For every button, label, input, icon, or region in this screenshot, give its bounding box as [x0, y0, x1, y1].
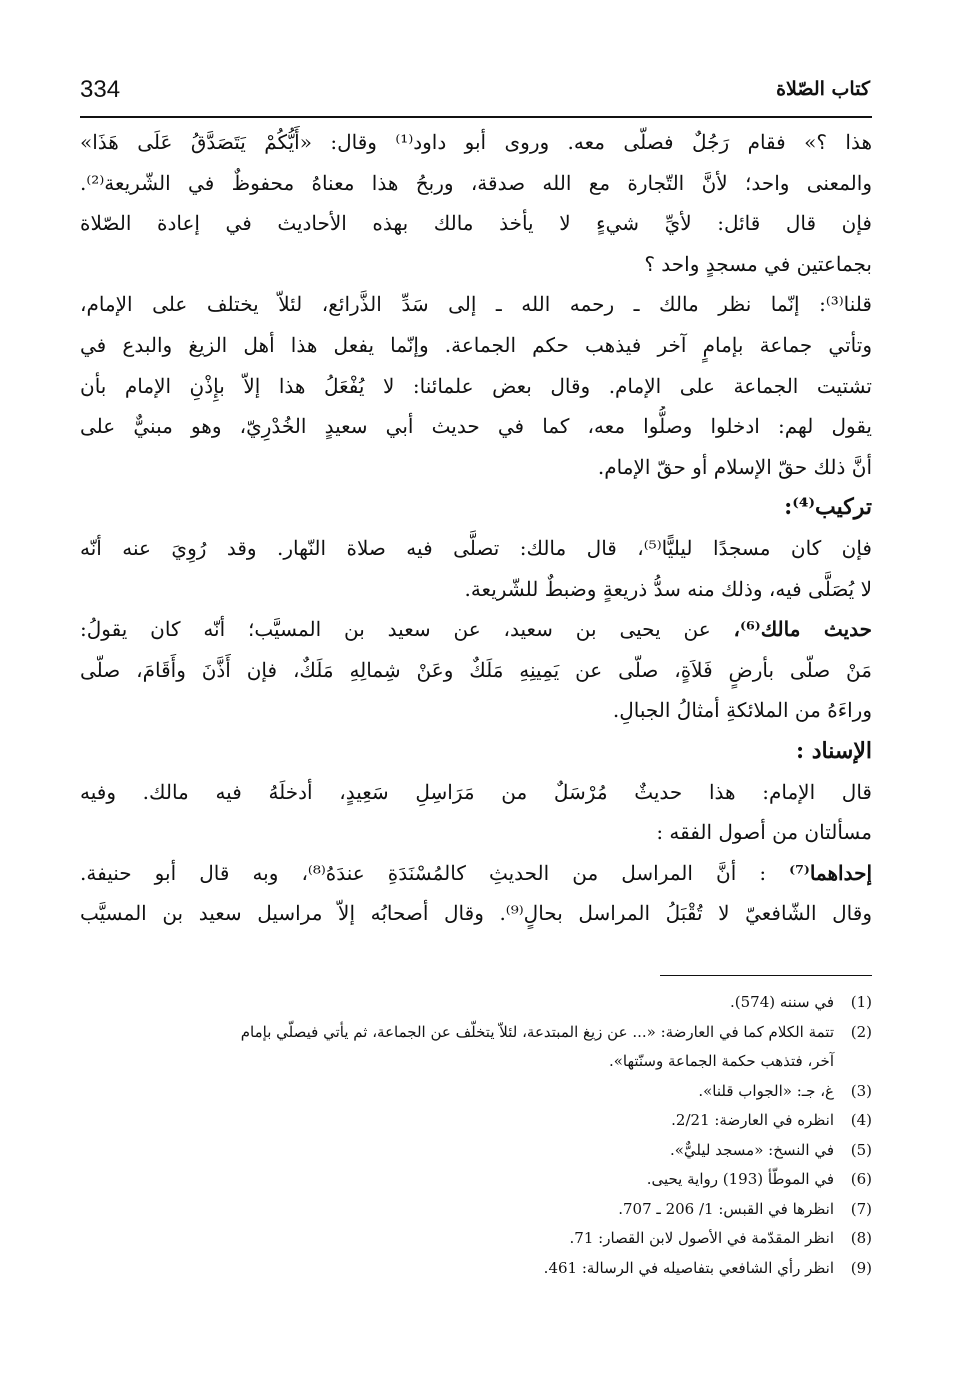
footnote-line: انظر المقدّمة في الأصول لابن القصار: 71. [569, 1229, 834, 1247]
section-heading-isnad: الإسناد : [795, 737, 872, 764]
footnote-text [80, 1195, 834, 1225]
body-line: فإن قال قائل: لأيِّ شيءٍ لا يأخذ مالك بهذه الأحاديث في إعادة الصّلاة [80, 211, 872, 236]
footnote-number: (4) [850, 1111, 872, 1129]
header-rule [80, 116, 872, 118]
first-issue-text: : أنَّ المراسل من الحديثِ كالمُسْنَدَةِ عندَهُ⁽⁸⁾، وبه قال أبو حنيفة. [80, 860, 790, 885]
footnote-line: انظره في العارضة: 2/21. [671, 1111, 834, 1129]
footnote [80, 1106, 872, 1136]
body-line: والمعنى واحد؛ لأنَّ التّجارة مع الله صدقة، وربحُ هذا معناهُ محفوظٌ في الشّريعة⁽²⁾. [80, 170, 872, 195]
hadith-intro-text: عن يحيى بن سعيد، عن سعيد بن المسيَّب؛ أنّه كان يقولُ: [80, 617, 734, 642]
first-issue-line [80, 853, 872, 894]
body-line: فإن كان مسجدًا ليليًّا⁽⁵⁾، قال مالك: تصلَّى فيه صلاة النّهار. وقد رُوِيَ عنه أنّه [80, 535, 872, 560]
body-line: وراءَهُ من الملائكةِ أمثالُ الجبالِ. [612, 698, 872, 723]
footnote-number: (1) [850, 993, 872, 1011]
running-head: كتاب الصّلاة [776, 78, 870, 100]
hadith-label: حديث مالك⁽⁶⁾، [733, 617, 872, 642]
footnote [80, 1136, 872, 1166]
body-line: قلنا⁽³⁾: إنّما نظر مالك ـ رحمه الله ـ إلى سَدِّ الذَّرائع، لئلاّ يختلف على الإمام، [80, 292, 872, 317]
footnote [80, 1077, 872, 1107]
footnote-separator [660, 975, 872, 976]
footnote-number: (7) [850, 1199, 872, 1218]
footnotes [80, 988, 872, 1283]
body-line: وقال الشّافعيّ لا تُقْبَلُ المراسل بحالٍ⁽⁹⁾. وقال أصحابُه إلاّ مراسيل سعيد بن المسيَّب [80, 901, 872, 926]
footnote [80, 1165, 872, 1195]
body-text [80, 122, 872, 934]
footnote-text [80, 1136, 834, 1166]
footnote-line: تتمة الكلام كما في العارضة: «... عن زيغ المبتدعة، لئلاّ يتخلّف عن الجماعة، ثم يأتي فيصلّي بإمام [240, 1022, 834, 1041]
footnote-text [80, 1106, 834, 1136]
body-line: يقول لهم: ادخلوا وصلُّوا معه، كما في حديث أبي سعيدٍ الخُدْرِيّ، وهو مبنيٌّ على [80, 414, 872, 439]
footnote [80, 1018, 872, 1077]
footnote-text [80, 1165, 834, 1195]
body-line: تشتيت الجماعة على الإمام. وقال بعض علمائنا: لا يُفْعَلُ هذا إلاّ بإِذْنِ الإمام بأن [80, 373, 872, 398]
footnote-line: غ، جـ: «الجواب قلنا». [698, 1081, 834, 1100]
footnote-number: (2) [850, 1022, 872, 1041]
body-line: مَنْ صلّى بأرضٍ فَلاَةٍ، صلّى عن يَمِينِهِ مَلَكٌ وعَنْ شِمالِهِ مَلَكٌ، فإن أَذَّنَ وأَقَامَ، صلّى [80, 657, 872, 682]
footnote-number: (6) [850, 1170, 872, 1188]
footnote-text [80, 1254, 834, 1284]
footnote-line: انظرها في القبس: 1/ 206 ـ 707. [618, 1199, 834, 1218]
page-number: 334 [80, 76, 121, 103]
footnote-line: آخر، فتذهب حكمة الجماعة وسنّتها». [608, 1052, 834, 1070]
footnote-line: في سننه (574). [730, 993, 834, 1011]
footnote [80, 1224, 872, 1254]
body-line: مسألتان من أصول الفقه : [656, 820, 872, 845]
body-line: هذا ؟» فقام رَجُلٌ فصلّى معه. وروى أبو داود⁽¹⁾ وقال: «أَيُّكُمْ يَتَصَدَّقُ عَلَى هَذَا» [80, 130, 872, 154]
footnote-number: (9) [850, 1258, 872, 1277]
footnote-line: في الموطّأ (193) رواية يحيى. [646, 1170, 834, 1188]
footnote-text [80, 1224, 834, 1254]
body-line: قال الإمام: هذا حديثٌ مُرْسَلٌ من مَرَاسِلِ سَعِيدٍ، أدخلَهُ فيه مالك. وفيه [80, 779, 872, 804]
footnote [80, 1195, 872, 1225]
footnote-text [80, 1018, 834, 1077]
page-header [80, 70, 870, 110]
footnote [80, 1254, 872, 1284]
footnote [80, 988, 872, 1018]
first-issue-label: إحداهما⁽⁷⁾ [789, 860, 872, 885]
body-line: أنَّ ذلك حقّ الإسلام أو حقّ الإمام. [597, 454, 872, 479]
section-heading-tarkib: تركيب⁽⁴⁾: [784, 494, 872, 521]
body-line: بجماعتين في مسجدٍ واحد ؟ [644, 251, 872, 276]
footnote-line: انظر رأي الشافعي بتفاصيله في الرسالة: 461. [543, 1258, 834, 1277]
body-line: لا يُصَلَّى فيه، وذلك منه سدُّ ذريعةٍ وضبطٌ للشّريعة. [464, 576, 872, 601]
footnote-number: (5) [850, 1140, 872, 1159]
footnote-text [80, 988, 834, 1018]
footnote-number: (3) [850, 1081, 872, 1100]
footnote-line: في النسخ: «مسجد ليليٌّ». [669, 1140, 834, 1159]
footnote-text [80, 1077, 834, 1107]
body-line: وتأتي جماعة بإمامٍ آخر فيذهب حكم الجماعة. وإنّما يفعل هذا أهل الزيغ والبدع في [80, 332, 872, 357]
hadith-intro-line [80, 609, 872, 650]
footnote-number: (8) [850, 1229, 872, 1247]
